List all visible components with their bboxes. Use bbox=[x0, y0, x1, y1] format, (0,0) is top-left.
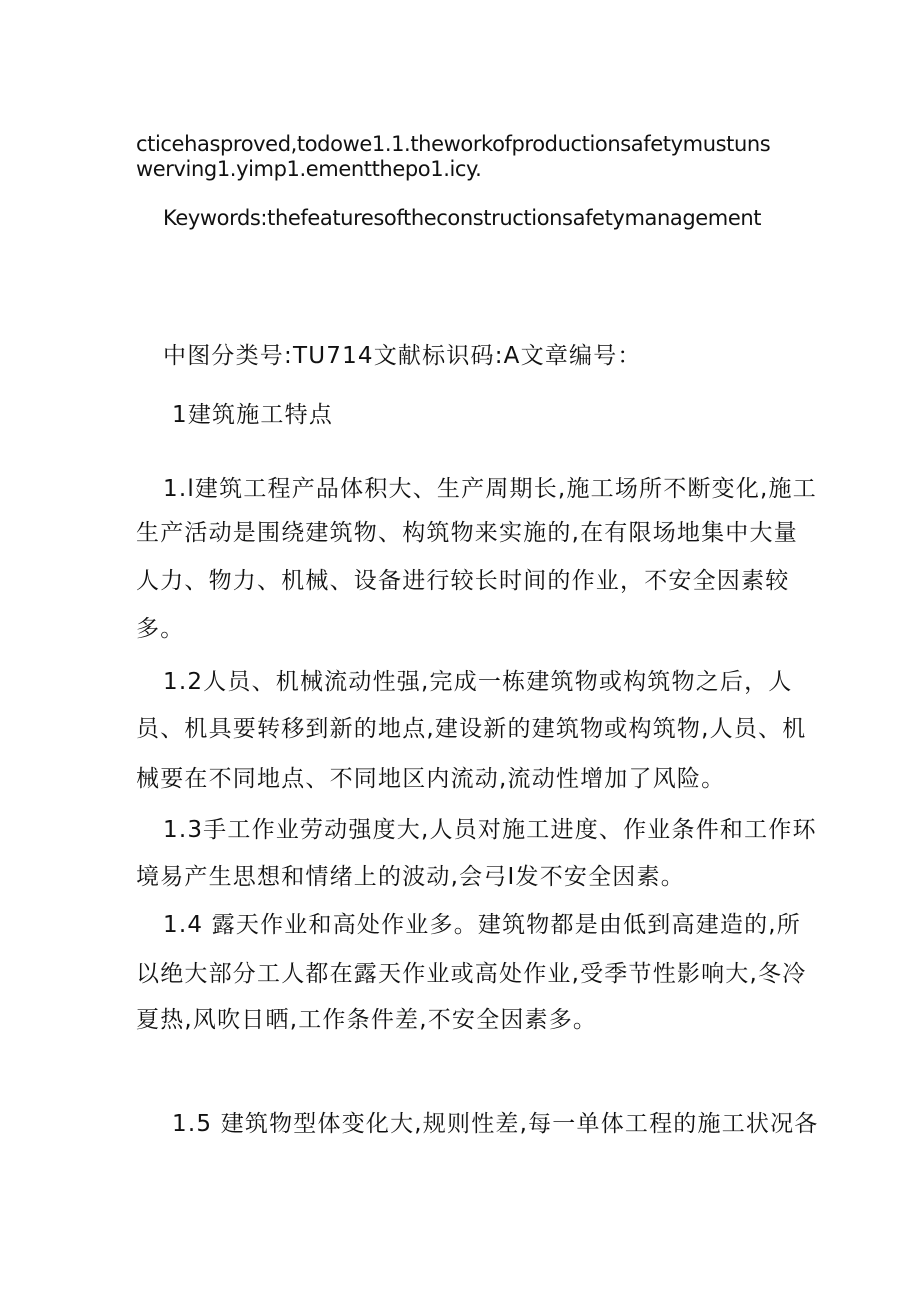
classification-line: 中图分类号:TU714文献标识码:A文章编号： bbox=[163, 343, 642, 369]
paragraph-1-4-line-1: 1.4 露天作业和高处作业多。建筑物都是由低到高建造的,所 bbox=[163, 912, 801, 938]
paragraph-1-2-line-2: 员、机具要转移到新的地点,建设新的建筑物或构筑物,人员、机 bbox=[136, 716, 807, 742]
paragraph-1-1-line-1: 1.l建筑工程产品体积大、生产周期长,施工场所不断变化,施工 bbox=[163, 476, 817, 502]
abstract-line-2: werving1.yimp1.ementthepo1.icy. bbox=[136, 157, 482, 181]
paragraph-1-5-line-1: 1.5 建筑物型体变化大,规则性差,每一单体工程的施工状况各 bbox=[172, 1111, 819, 1137]
abstract-line-1: cticehasproved,todowe1.1.theworkofproductionsafetymustuns bbox=[136, 132, 771, 156]
paragraph-1-3-line-2: 境易产生思想和情绪上的波动,会弓I发不安全因素。 bbox=[136, 864, 685, 890]
keywords-line: Keywords:thefeaturesoftheconstructionsafetymanagement bbox=[163, 206, 762, 230]
paragraph-1-1-line-3: 人力、物力、机械、设备进行较长时间的作业，不安全因素较 bbox=[136, 568, 790, 594]
paragraph-1-4-line-3: 夏热,风吹日晒,工作条件差,不安全因素多。 bbox=[136, 1007, 598, 1033]
paragraph-1-1-line-2: 生产活动是围绕建筑物、构筑物来实施的,在有限场地集中大量 bbox=[136, 520, 798, 546]
paragraph-1-2-line-3: 械要在不同地点、不同地区内流动,流动性增加了风险。 bbox=[136, 766, 726, 792]
paragraph-1-3-line-1: 1.3手工作业劳动强度大,人员对施工进度、作业条件和工作环 bbox=[163, 817, 817, 843]
paragraph-1-4-line-2: 以绝大部分工人都在露天作业或高处作业,受季节性影响大,冬冷 bbox=[136, 961, 807, 987]
paragraph-1-2-line-1: 1.2人员、机械流动性强,完成一栋建筑物或构筑物之后，人 bbox=[163, 669, 793, 695]
section-heading: 1建筑施工特点 bbox=[172, 402, 334, 428]
paragraph-1-1-line-4: 多。 bbox=[136, 616, 185, 642]
